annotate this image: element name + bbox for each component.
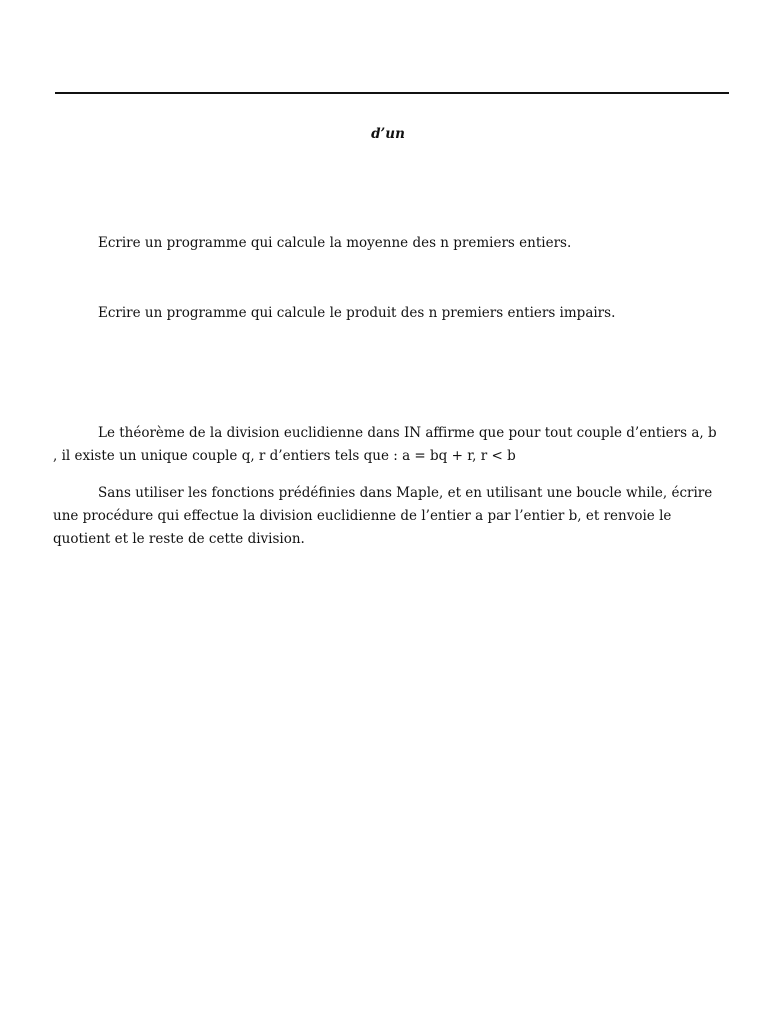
top-horizontal-rule bbox=[55, 92, 729, 94]
exercise-paragraph-2: Ecrire un programme qui calcule le produit des n premiers entiers impairs. bbox=[98, 305, 616, 321]
section-heading: d’un bbox=[371, 126, 405, 142]
exercise-paragraph-1: Ecrire un programme qui calcule la moyenne des n premiers entiers. bbox=[98, 235, 572, 251]
exercise-paragraph-3: Le théorème de la division euclidienne dans IN affirme que pour tout couple d’entiers a, b , il existe un unique couple q, r d’entiers tels que : a = bq + r, r < b bbox=[53, 425, 717, 464]
exercise-paragraph-4: Sans utiliser les fonctions prédéfinies dans Maple, et en utilisant une boucle while, écrire une procédure qui effectue la division euclidienne de l’entier a par l’entier b, et renvoie le quotient et le reste de cette division. bbox=[53, 485, 713, 547]
